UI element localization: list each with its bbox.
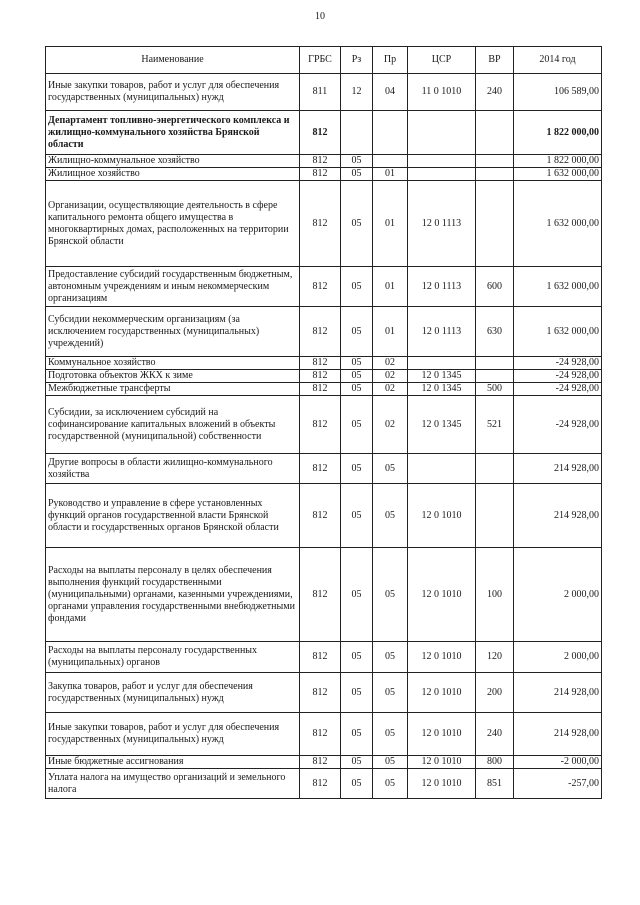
- cell-vr: 600: [476, 267, 514, 307]
- cell-rz: 05: [341, 396, 373, 454]
- cell-name: Жилищно-коммунальное хозяйство: [46, 155, 300, 168]
- cell-amount: 1 822 000,00: [514, 155, 602, 168]
- cell-grbs: 811: [300, 74, 341, 111]
- table-row: [46, 756, 602, 769]
- cell-csr: [408, 168, 476, 181]
- cell-csr: 12 0 1010: [408, 484, 476, 548]
- cell-pr: 05: [373, 756, 408, 769]
- table-row: [46, 74, 602, 111]
- cell-name: Закупка товаров, работ и услуг для обеспечения государственных (муниципальных) нужд: [46, 673, 300, 713]
- cell-name: Субсидии некоммерческим организациям (за исключением государственных (муниципальных) учреждений): [46, 307, 300, 357]
- cell-pr: 01: [373, 168, 408, 181]
- cell-rz: 05: [341, 267, 373, 307]
- header-vr: ВР: [476, 47, 514, 74]
- cell-name: Другие вопросы в области жилищно-коммунального хозяйства: [46, 454, 300, 484]
- cell-csr: 12 0 1010: [408, 769, 476, 799]
- cell-vr: 630: [476, 307, 514, 357]
- cell-pr: 01: [373, 307, 408, 357]
- cell-csr: [408, 111, 476, 155]
- cell-vr: 521: [476, 396, 514, 454]
- cell-name: Уплата налога на имущество организаций и земельного налога: [46, 769, 300, 799]
- table-row: [46, 370, 602, 383]
- cell-vr: 851: [476, 769, 514, 799]
- cell-csr: 12 0 1010: [408, 713, 476, 756]
- cell-amount: 1 632 000,00: [514, 168, 602, 181]
- cell-pr: 04: [373, 74, 408, 111]
- table-row: [46, 713, 602, 756]
- cell-pr: 01: [373, 181, 408, 267]
- cell-pr: 02: [373, 370, 408, 383]
- header-name: Наименование: [46, 47, 300, 74]
- cell-grbs: 812: [300, 396, 341, 454]
- cell-grbs: 812: [300, 769, 341, 799]
- cell-rz: 05: [341, 756, 373, 769]
- cell-name: Межбюджетные трансферты: [46, 383, 300, 396]
- header-grbs: ГРБС: [300, 47, 341, 74]
- cell-amount: -257,00: [514, 769, 602, 799]
- table-row: [46, 396, 602, 454]
- page-number: 10: [315, 11, 325, 22]
- cell-name: Предоставление субсидий государственным бюджетным, автономным учреждениям и иным некоммерческим организациям: [46, 267, 300, 307]
- cell-rz: 12: [341, 74, 373, 111]
- cell-grbs: 812: [300, 370, 341, 383]
- cell-grbs: 812: [300, 713, 341, 756]
- cell-vr: [476, 111, 514, 155]
- cell-name: Руководство и управление в сфере установленных функций органов государственной власти Брянской области и государственных органов Брянской области: [46, 484, 300, 548]
- cell-pr: 05: [373, 484, 408, 548]
- table-body: [46, 74, 602, 799]
- cell-amount: -24 928,00: [514, 383, 602, 396]
- cell-vr: 200: [476, 673, 514, 713]
- cell-amount: -24 928,00: [514, 370, 602, 383]
- cell-csr: 12 0 1010: [408, 756, 476, 769]
- table-row: [46, 769, 602, 799]
- cell-name: Иные закупки товаров, работ и услуг для обеспечения государственных (муниципальных) нужд: [46, 713, 300, 756]
- cell-amount: -24 928,00: [514, 396, 602, 454]
- cell-vr: [476, 357, 514, 370]
- table-row: [46, 484, 602, 548]
- cell-grbs: 812: [300, 673, 341, 713]
- table-row: [46, 181, 602, 267]
- cell-grbs: 812: [300, 383, 341, 396]
- cell-amount: 2 000,00: [514, 548, 602, 642]
- cell-csr: 12 0 1345: [408, 383, 476, 396]
- table-row: [46, 111, 602, 155]
- cell-rz: 05: [341, 307, 373, 357]
- cell-name: Организации, осуществляющие деятельность в сфере капитального ремонта общего имущества в многоквартирных домах, расположенных на территории Брянской области: [46, 181, 300, 267]
- cell-rz: 05: [341, 769, 373, 799]
- cell-csr: 12 0 1345: [408, 370, 476, 383]
- table-row: [46, 155, 602, 168]
- cell-csr: 12 0 1113: [408, 181, 476, 267]
- cell-grbs: 812: [300, 642, 341, 673]
- cell-rz: 05: [341, 713, 373, 756]
- header-amount: 2014 год: [514, 47, 602, 74]
- cell-amount: -24 928,00: [514, 357, 602, 370]
- cell-vr: 800: [476, 756, 514, 769]
- cell-amount: 1 632 000,00: [514, 181, 602, 267]
- cell-rz: 05: [341, 168, 373, 181]
- cell-amount: 214 928,00: [514, 713, 602, 756]
- cell-grbs: 812: [300, 756, 341, 769]
- cell-pr: 05: [373, 713, 408, 756]
- header-csr: ЦСР: [408, 47, 476, 74]
- table-row: [46, 307, 602, 357]
- cell-grbs: 812: [300, 168, 341, 181]
- cell-pr: 02: [373, 357, 408, 370]
- cell-csr: [408, 454, 476, 484]
- cell-csr: 12 0 1010: [408, 673, 476, 713]
- cell-vr: [476, 454, 514, 484]
- cell-name: Иные бюджетные ассигнования: [46, 756, 300, 769]
- cell-grbs: 812: [300, 155, 341, 168]
- table-row: [46, 357, 602, 370]
- cell-pr: 05: [373, 673, 408, 713]
- cell-amount: 1 632 000,00: [514, 307, 602, 357]
- cell-rz: 05: [341, 357, 373, 370]
- cell-csr: 12 0 1345: [408, 396, 476, 454]
- cell-amount: -2 000,00: [514, 756, 602, 769]
- cell-vr: [476, 155, 514, 168]
- cell-pr: 02: [373, 383, 408, 396]
- cell-rz: 05: [341, 673, 373, 713]
- cell-csr: 12 0 1010: [408, 548, 476, 642]
- cell-pr: 05: [373, 769, 408, 799]
- cell-name: Субсидии, за исключением субсидий на софинансирование капитальных вложений в объекты государственной (муниципальной) собственности: [46, 396, 300, 454]
- cell-pr: [373, 155, 408, 168]
- cell-rz: 05: [341, 484, 373, 548]
- cell-grbs: 812: [300, 548, 341, 642]
- cell-rz: 05: [341, 642, 373, 673]
- table-row: [46, 548, 602, 642]
- cell-rz: [341, 111, 373, 155]
- cell-name: Расходы на выплаты персоналу в целях обеспечения выполнения функций государственными (муниципальными) органами, казенными учреждениями, органами управления государственными внебюджетными фондами: [46, 548, 300, 642]
- header-rz: Рз: [341, 47, 373, 74]
- cell-pr: 01: [373, 267, 408, 307]
- cell-grbs: 812: [300, 454, 341, 484]
- cell-vr: 240: [476, 713, 514, 756]
- cell-grbs: 812: [300, 111, 341, 155]
- cell-vr: [476, 370, 514, 383]
- cell-pr: 02: [373, 396, 408, 454]
- cell-vr: 240: [476, 74, 514, 111]
- cell-name: Иные закупки товаров, работ и услуг для обеспечения государственных (муниципальных) нужд: [46, 74, 300, 111]
- cell-amount: 214 928,00: [514, 454, 602, 484]
- table-header-row: [46, 47, 602, 74]
- cell-vr: 500: [476, 383, 514, 396]
- cell-name: Жилищное хозяйство: [46, 168, 300, 181]
- cell-csr: 11 0 1010: [408, 74, 476, 111]
- cell-csr: 12 0 1010: [408, 642, 476, 673]
- cell-csr: 12 0 1113: [408, 307, 476, 357]
- cell-rz: 05: [341, 155, 373, 168]
- cell-amount: 214 928,00: [514, 673, 602, 713]
- cell-pr: 05: [373, 642, 408, 673]
- cell-name: Расходы на выплаты персоналу государственных (муниципальных) органов: [46, 642, 300, 673]
- cell-vr: [476, 181, 514, 267]
- cell-amount: 1 632 000,00: [514, 267, 602, 307]
- cell-grbs: 812: [300, 181, 341, 267]
- cell-name: Подготовка объектов ЖКХ к зиме: [46, 370, 300, 383]
- cell-pr: 05: [373, 454, 408, 484]
- cell-rz: 05: [341, 181, 373, 267]
- cell-grbs: 812: [300, 307, 341, 357]
- cell-amount: 1 822 000,00: [514, 111, 602, 155]
- cell-pr: [373, 111, 408, 155]
- cell-grbs: 812: [300, 267, 341, 307]
- cell-csr: [408, 155, 476, 168]
- cell-grbs: 812: [300, 357, 341, 370]
- table-row: [46, 454, 602, 484]
- cell-vr: 100: [476, 548, 514, 642]
- cell-name: Департамент топливно-энергетического комплекса и жилищно-коммунального хозяйства Брянской области: [46, 111, 300, 155]
- cell-grbs: 812: [300, 484, 341, 548]
- cell-vr: 120: [476, 642, 514, 673]
- cell-amount: 214 928,00: [514, 484, 602, 548]
- budget-table: [45, 46, 602, 799]
- cell-vr: [476, 168, 514, 181]
- cell-csr: [408, 357, 476, 370]
- table-row: [46, 673, 602, 713]
- cell-csr: 12 0 1113: [408, 267, 476, 307]
- cell-pr: 05: [373, 548, 408, 642]
- cell-rz: 05: [341, 454, 373, 484]
- cell-amount: 2 000,00: [514, 642, 602, 673]
- table-row: [46, 168, 602, 181]
- table-row: [46, 267, 602, 307]
- cell-amount: 106 589,00: [514, 74, 602, 111]
- cell-rz: 05: [341, 383, 373, 396]
- cell-vr: [476, 484, 514, 548]
- table-row: [46, 383, 602, 396]
- cell-rz: 05: [341, 548, 373, 642]
- cell-rz: 05: [341, 370, 373, 383]
- table-row: [46, 642, 602, 673]
- header-pr: Пр: [373, 47, 408, 74]
- cell-name: Коммунальное хозяйство: [46, 357, 300, 370]
